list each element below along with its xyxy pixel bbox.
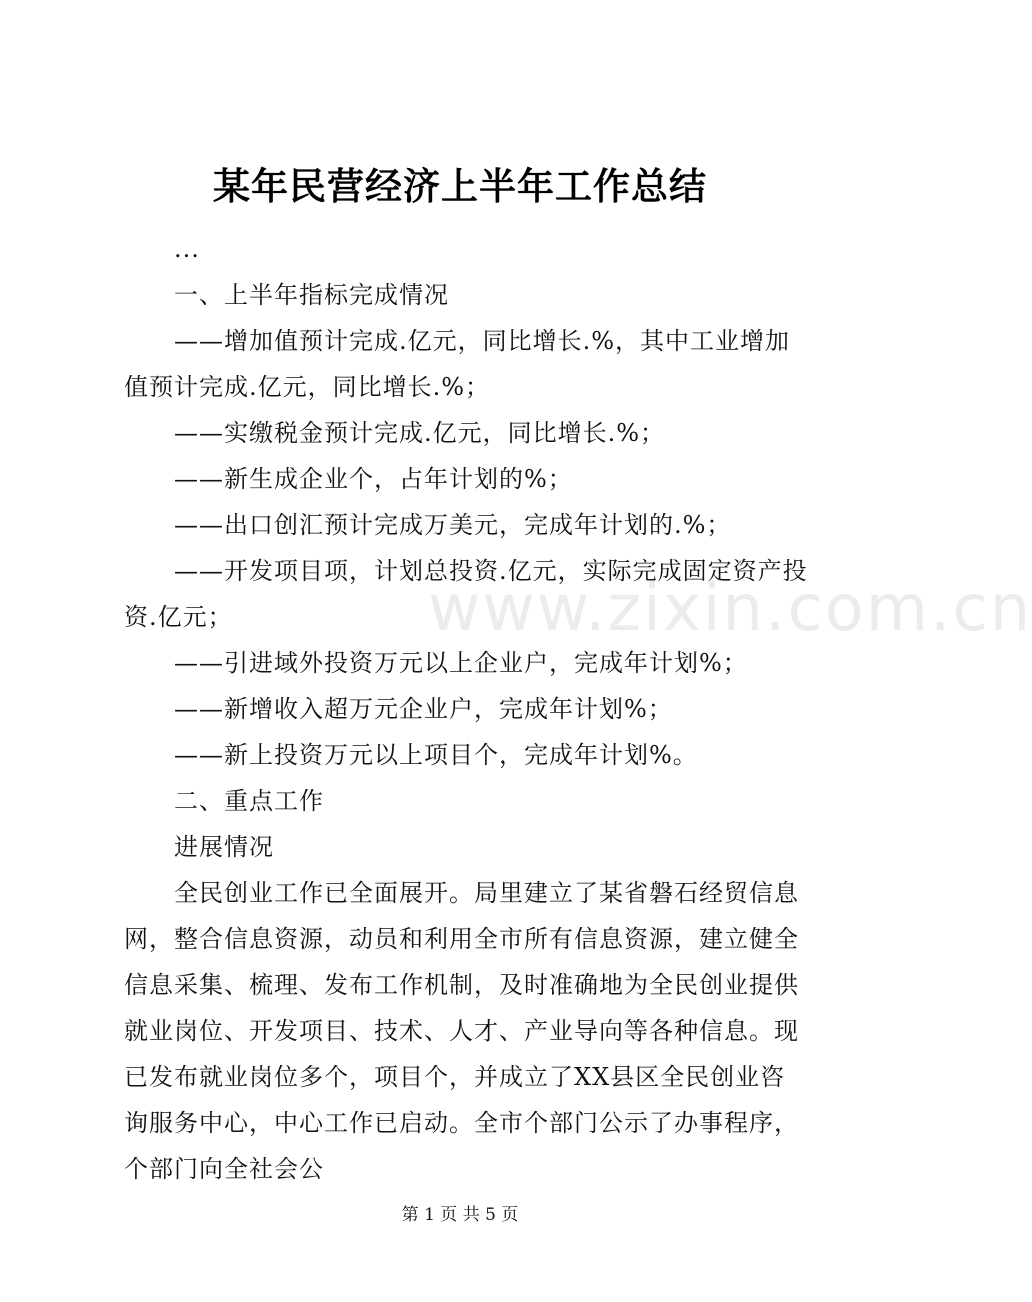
indicator-item: ——新生成企业个，占年计划的%； (174, 465, 573, 493)
document-body (124, 226, 810, 1192)
indicator-item: ——新增收入超万元企业户，完成年计划%； (174, 695, 673, 723)
indicator-item: ——开发项目项，计划总投资.亿元，实际完成固定资产投资.亿元； (124, 557, 808, 631)
page-footer: 第 1 页 共 5 页 (401, 1205, 519, 1225)
indicator-item: ——引进域外投资万元以上企业户，完成年计划%； (174, 649, 748, 677)
indicator-item: ——实缴税金预计完成.亿元，同比增长.%； (174, 419, 666, 447)
section-heading-2: 二、重点工作 (174, 787, 324, 815)
indicator-item: ——新上投资万元以上项目个，完成年计划%。 (174, 741, 698, 769)
ellipsis-line: ... (174, 235, 200, 263)
body-paragraph: 全民创业工作已全面展开。局里建立了某省磐石经贸信息网，整合信息资源，动员和利用全市所有信息资源，建立健全信息采集、梳理、发布工作机制，及时准确地为全民创业提供就业岗位、开发项目、技术、人才、产业导向等各种信息。现已发布就业岗位多个，项目个，并成立了XX县区全民创业咨询服务中心，中心工作已启动。全市个部门公示了办事程序，个部门向全社会公 (124, 879, 799, 1183)
subheading: 进展情况 (174, 833, 274, 861)
indicator-item: ——增加值预计完成.亿元，同比增长.%，其中工业增加值预计完成.亿元，同比增长.%； (124, 327, 791, 401)
watermark: www.zixin.com.cn (428, 572, 1032, 646)
indicator-item: ——出口创汇预计完成万美元，完成年计划的.%； (174, 511, 732, 539)
document-title: 某年民营经济上半年工作总结 (213, 164, 707, 208)
section-heading-1: 一、上半年指标完成情况 (174, 281, 449, 309)
